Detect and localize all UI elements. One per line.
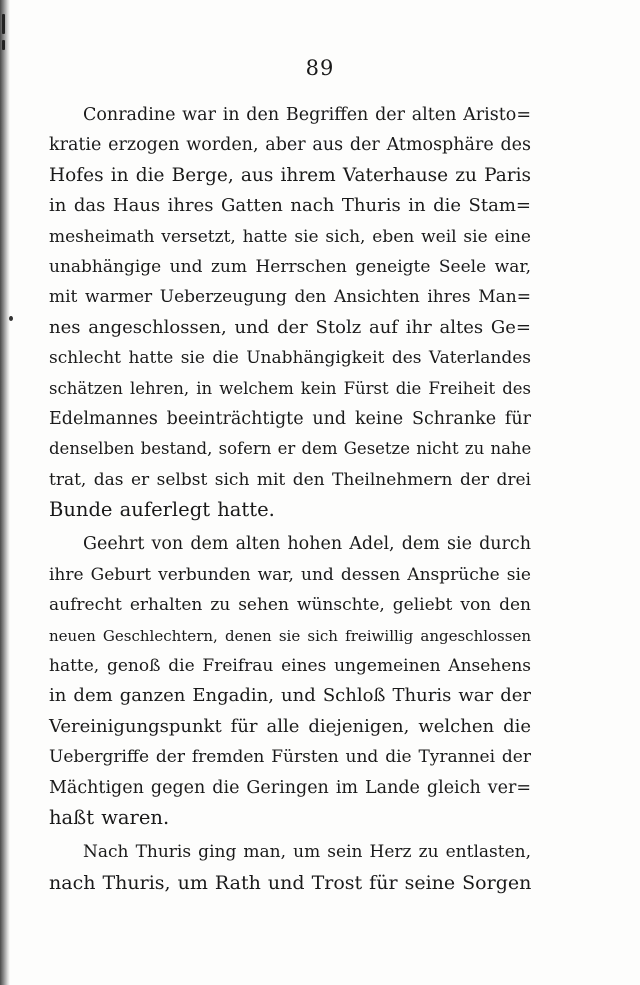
text-line: denselben bestand, sofern er dem Gesetze nicht zu nahe [49,439,532,459]
text-line: Bunde auferlegt hatte. [49,498,275,522]
text-line: mit warmer Ueberzeugung den Ansichten ihres Man= [49,287,531,308]
text-line: neuen Geschlechtern, denen sie sich freiwillig angeschlossen [49,626,531,645]
text-line: trat, das er selbst sich mit den Theilnehmern der drei [49,469,531,490]
text-line: Geehrt von dem alten hohen Adel, dem sie durch [83,534,531,555]
text-line: in das Haus ihres Gatten nach Thuris in die Stam= [49,195,531,217]
text-line: Edelmannes beeinträchtigte und keine Schranke für [49,408,531,429]
text-line: Nach Thuris ging man, um sein Herz zu entlasten, [83,842,531,863]
body-text [49,100,531,898]
text-line: schlecht hatte sie die Unabhängigkeit des Vaterlandes [49,348,531,369]
paragraph [49,100,531,525]
text-line: in dem ganzen Engadin, und Schloß Thuris war der [49,685,531,707]
paragraph [49,529,531,833]
text-line: mesheimath versetzt, hatte sie sich, eben weil sie eine [49,226,531,247]
text-line: unabhängige und zum Herrschen geneigte Seele war, [49,256,531,277]
text-line: nach Thuris, um Rath und Trost für seine Sorgen [49,871,532,894]
text-line: Hofes in die Berge, aus ihrem Vaterhause zu Paris [49,164,531,186]
paragraph [49,837,531,898]
print-speck [9,316,13,321]
binding-mark [2,40,5,50]
binding-shadow [0,0,10,985]
text-line: Conradine war in den Begriffen der alten Aristo= [83,105,531,125]
text-line: haßt waren. [49,805,170,829]
text-line: Vereinigungspunkt für alle diejenigen, welchen die [49,715,531,737]
text-line: ihre Geburt verbunden war, und dessen Ansprüche sie [49,564,531,585]
text-line: schätzen lehren, in welchem kein Fürst die Freiheit des [49,378,531,398]
text-line: hatte, genoß die Freifrau eines ungemeinen Ansehens [49,656,531,677]
text-line: nes angeschlossen, und der Stolz auf ihr altes Ge= [49,316,531,338]
text-line: kratie erzogen worden, aber aus der Atmosphäre des [49,135,531,156]
page-number: 89 [305,56,335,80]
text-line: Mächtigen gegen die Geringen im Lande gleich ver= [49,777,531,798]
text-line: Uebergriffe der fremden Fürsten und die Tyrannei der [49,747,531,768]
text-line: aufrecht erhalten zu sehen wünschte, geliebt von den [49,595,531,616]
binding-mark [2,14,5,34]
